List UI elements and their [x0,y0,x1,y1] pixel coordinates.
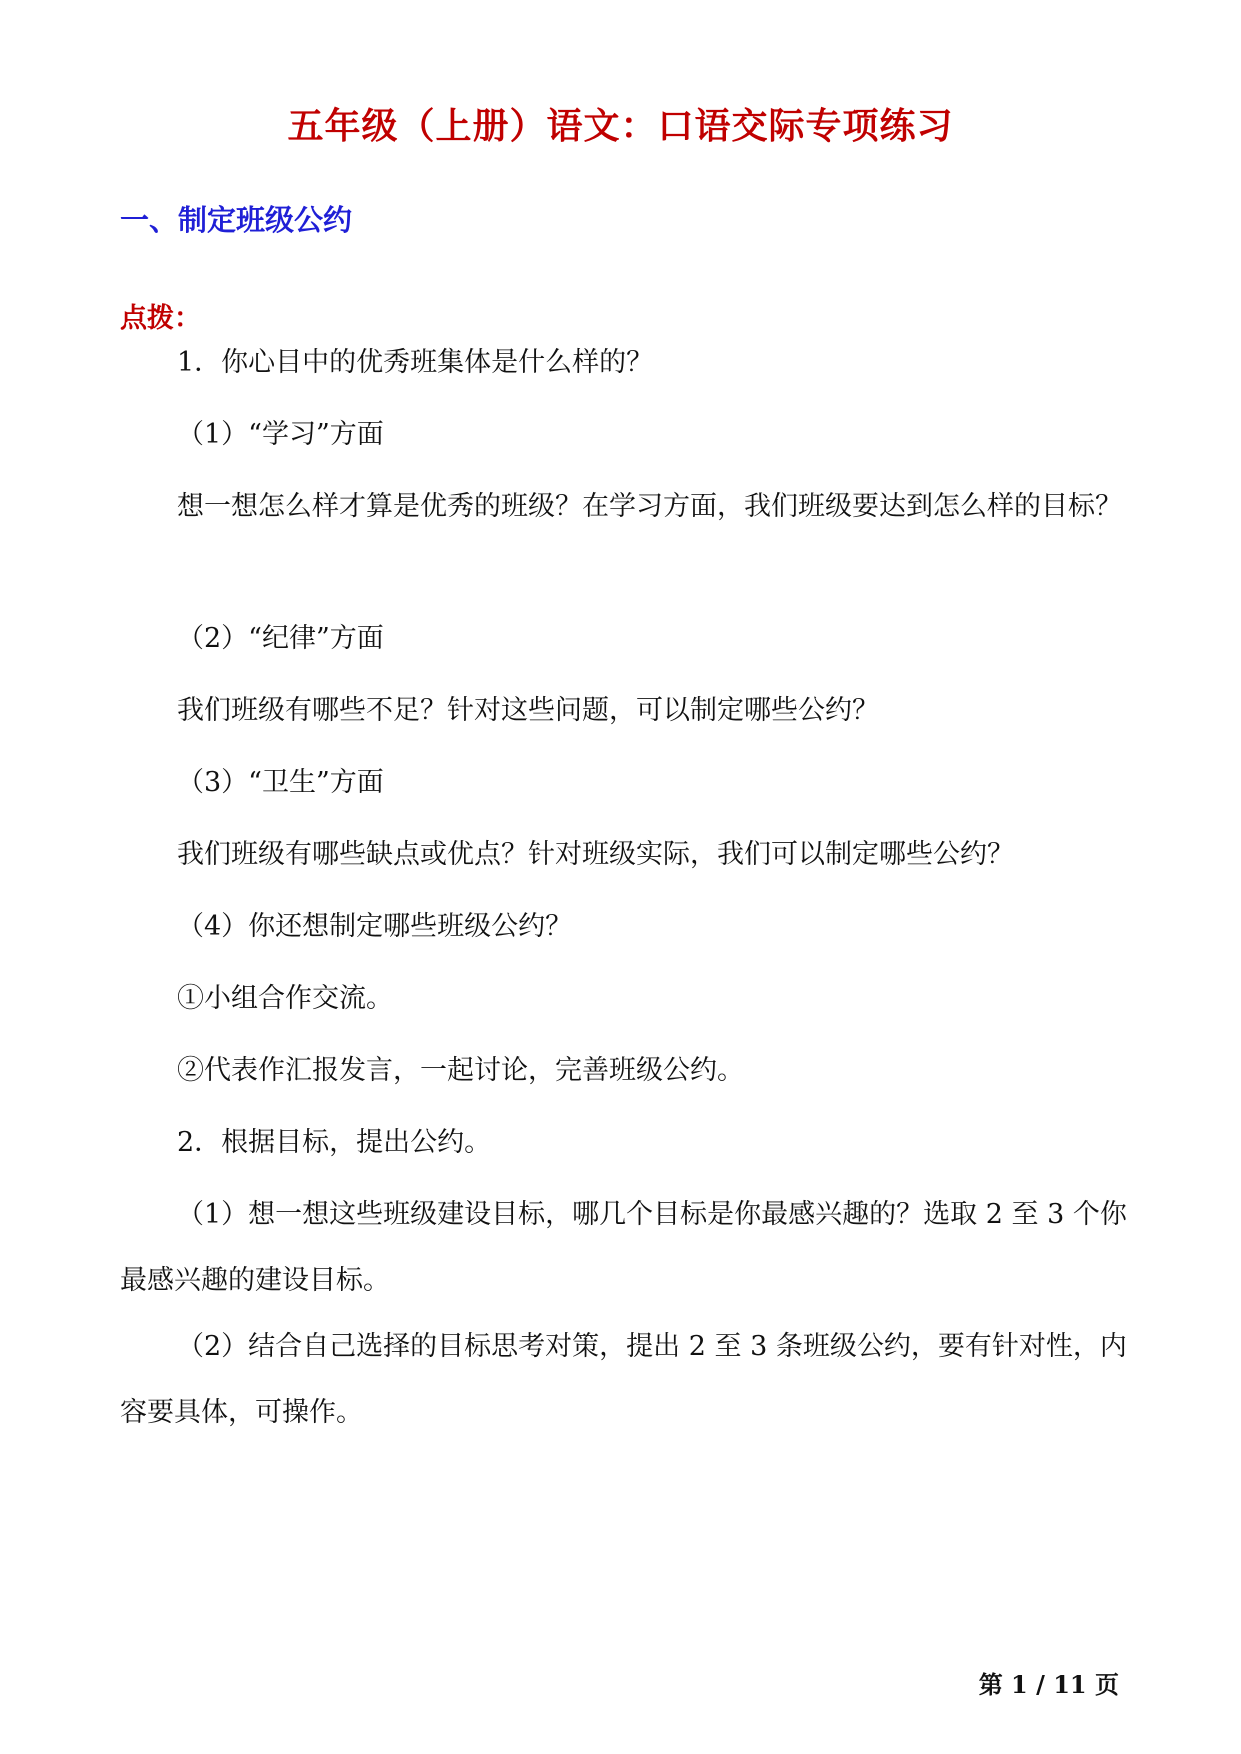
paragraph: （4）你还想制定哪些班级公约？ [177,911,573,942]
page-number: 第 1 / 11 页 [978,1670,1119,1699]
paragraph: 想一想怎么样才算是优秀的班级？在学习方面，我们班级要达到怎么样的目标？ [177,491,1122,522]
paragraph: （3）“卫生”方面 [177,767,384,798]
paragraph: （1）“学习”方面 [177,419,384,450]
hint-label: 点拨： [120,303,201,334]
paragraph: 2．根据目标，提出公约。 [177,1127,492,1158]
document-title: 五年级（上册）语文：口语交际专项练习 [287,105,954,147]
paragraph: 1．你心目中的优秀班集体是什么样的？ [177,347,654,378]
paragraph: （2）结合自己选择的目标思考对策，提出 2 至 3 条班级公约，要有针对性，内容要具体，可操作。 [120,1331,1127,1428]
paragraph: ②代表作汇报发言，一起讨论，完善班级公约。 [177,1055,744,1086]
paragraph: 我们班级有哪些不足？针对这些问题，可以制定哪些公约？ [177,695,879,726]
paragraph: ①小组合作交流。 [177,983,393,1014]
paragraph: （2）“纪律”方面 [177,623,384,654]
section-heading: 一、制定班级公约 [120,203,353,237]
paragraph: （1）想一想这些班级建设目标，哪几个目标是你最感兴趣的？选取 2 至 3 个你最感兴趣的建设目标。 [120,1199,1127,1296]
paragraph: 我们班级有哪些缺点或优点？针对班级实际，我们可以制定哪些公约？ [177,839,1014,870]
